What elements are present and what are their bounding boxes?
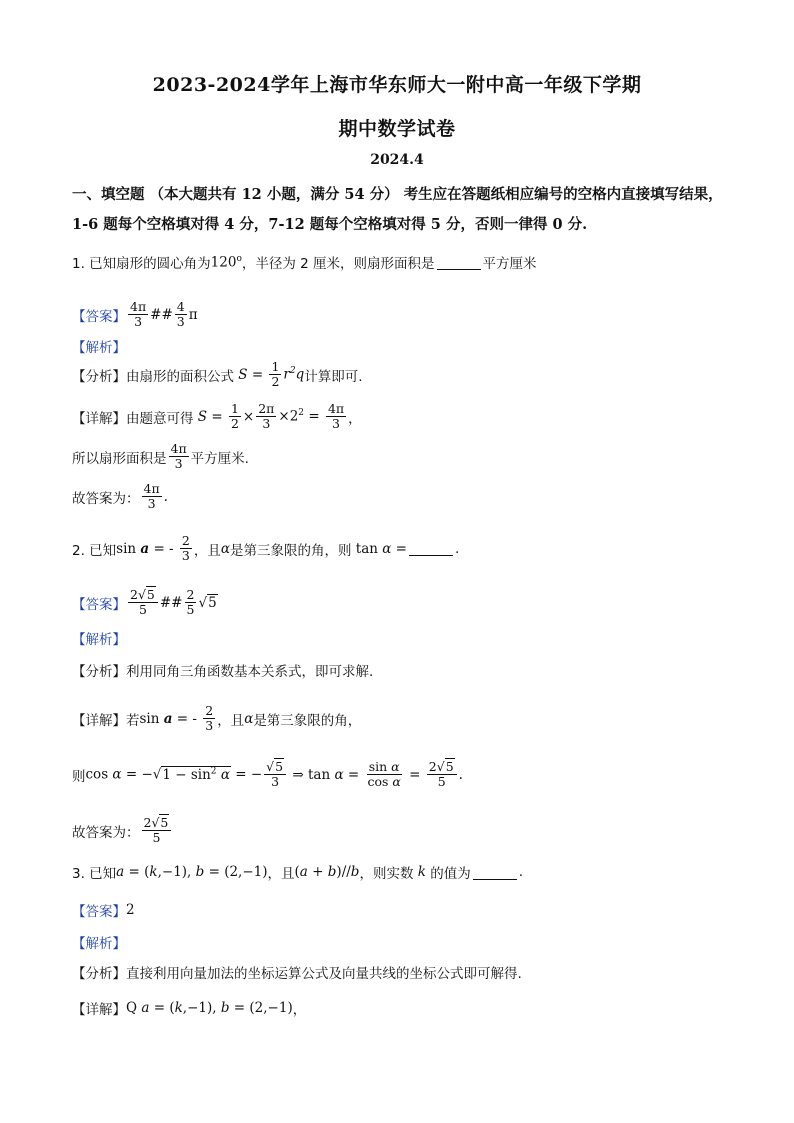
q3-blank	[473, 865, 517, 880]
q2-analysis-label: 【解析】	[72, 632, 126, 648]
q1-conclusion: 所以扇形面积是 $\frac{4\pi}{3}$ 平方厘米.	[72, 441, 249, 471]
q1-fenxi: 【分析】 由扇形的面积公式 S = $\frac{1}{2}$ $r^2q$ 计算即可.	[72, 359, 363, 389]
q3-answer: 【答案】 2	[72, 902, 135, 920]
q1-blank	[437, 255, 481, 270]
q1-answer: 【答案】 $\frac{4\pi}{3}$ ## $\frac{4}{3}$ π	[72, 299, 198, 329]
q2-answer: 【答案】 $\frac{2√5}{5}$ ## $\frac{2}{5}$ √5	[72, 587, 217, 617]
section-instructions: 一、填空题 （本大题共有 12 小题，满分 54 分） 考生应在答题纸相应编号的空格内直接填写结果，1-6 题每个空格填对得 4 分，7-12 题每个空格填对得 5 分，否则一律得 0 分.	[72, 186, 723, 233]
q1-final: 故答案为： $\frac{4\pi}{3}$ .	[72, 481, 168, 511]
q2-stem: 2. 已知 sin a = - $\frac{2}{3}$ ，且 α 是第三象限的角，则 tan α = .	[72, 533, 460, 563]
q2-fenxi: 【分析】 利用同角三角函数基本关系式，即可求解.	[72, 664, 374, 680]
q3-detail: 【详解】 Q a = (k,−1), b = (2,−1) ，	[72, 1000, 307, 1018]
q2-derivation: 则 $\cos \alpha = -√1 - \sin^2 \alpha$ = − $\frac{√5}{3}$ ⇒ tan α = $\frac{\text{sin α}}{\text{cos α}}$ = $\frac{2√5}{5}$ .	[72, 759, 463, 789]
q1-analysis-label: 【解析】	[72, 340, 126, 356]
q2-blank	[409, 541, 453, 556]
q3-stem: 3. 已知 a = (k,−1), b = (2,−1) ，且 (a + b)//b ，则实数 k 的值为 .	[72, 864, 524, 882]
exam-date: 2024.4	[370, 152, 424, 168]
q2-detail: 【详解】 若 sin a = - $\frac{2}{3}$ ，且 α 是第三象限的角，	[72, 703, 362, 733]
q2-final: 故答案为： $\frac{2√5}{5}$	[72, 816, 173, 845]
q3-fenxi: 【分析】 直接利用向量加法的坐标运算公式及向量共线的坐标公式即可解得.	[72, 966, 522, 982]
exam-subtitle: 期中数学试卷	[338, 118, 456, 140]
q1-detail: 【详解】 由题意可得 S = $\frac{1}{2}$ × $\frac{2\pi}{3}$ $\times 2^2$ = $\frac{4\pi}{3}$ ，	[72, 401, 362, 431]
q1-stem: 1. 已知扇形的圆心角为 120$^o$ ，半径为 2 厘米，则扇形面积是 平方厘米	[72, 253, 537, 272]
exam-title: 2023-2024学年上海市华东师大一附中高一年级下学期	[152, 74, 642, 96]
q3-analysis-label: 【解析】	[72, 936, 126, 952]
